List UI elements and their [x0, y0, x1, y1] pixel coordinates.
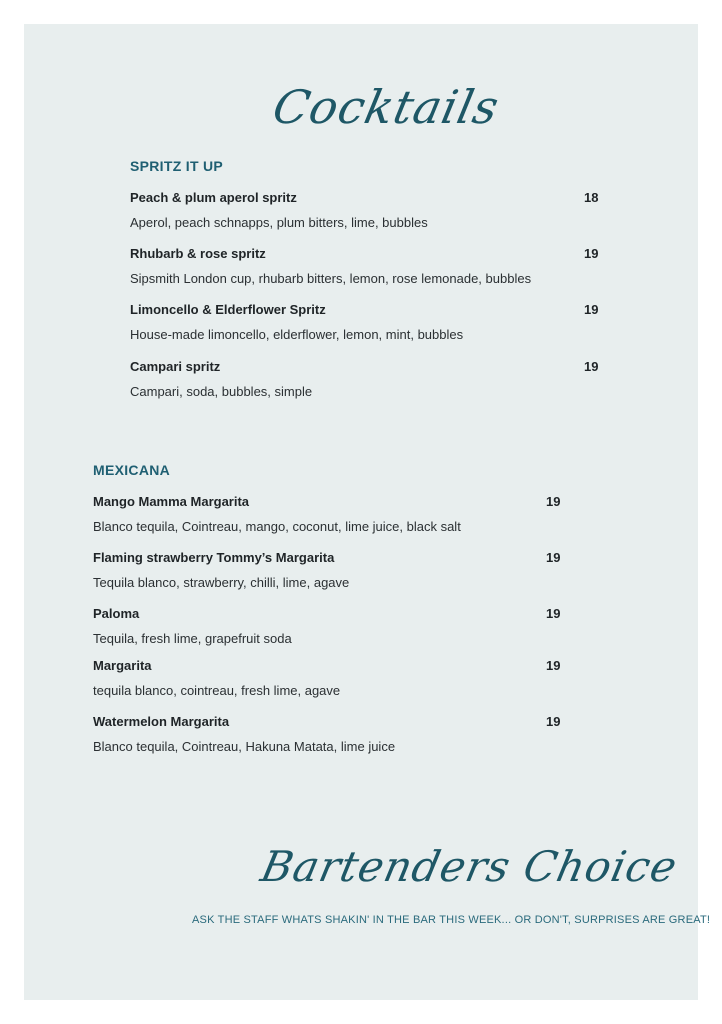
item-description: Tequila blanco, strawberry, chilli, lime, agave	[93, 575, 350, 590]
item-price: 19	[584, 246, 599, 261]
item-price: 19	[546, 714, 561, 729]
item-description: tequila blanco, cointreau, fresh lime, agave	[93, 683, 341, 698]
item-price: 18	[584, 190, 599, 205]
item-description: Tequila, fresh lime, grapefruit soda	[93, 631, 292, 646]
item-price: 19	[584, 359, 599, 374]
item-price: 19	[546, 606, 561, 621]
item-price: 19	[546, 550, 561, 565]
item-price: 19	[546, 494, 561, 509]
item-name: Mango Mamma Margarita	[93, 494, 250, 509]
item-name: Flaming strawberry Tommy’s Margarita	[93, 550, 335, 565]
item-description: Campari, soda, bubbles, simple	[130, 384, 313, 399]
item-price: 19	[546, 658, 561, 673]
item-description: House-made limoncello, elderflower, lemon, mint, bubbles	[130, 327, 464, 342]
bartenders-choice-title: Bartenders Choice	[256, 842, 682, 891]
item-name: Campari spritz	[130, 359, 221, 374]
item-description: Blanco tequila, Cointreau, mango, coconut, lime juice, black salt	[93, 519, 461, 534]
item-name: Limoncello & Elderflower Spritz	[130, 302, 326, 317]
menu-title: Cocktails	[268, 80, 505, 134]
item-name: Rhubarb & rose spritz	[130, 246, 266, 261]
bartenders-choice-tagline: ASK THE STAFF WHATS SHAKIN' IN THE BAR THIS WEEK... OR DON'T, SURPRISES ARE GREAT!	[192, 914, 711, 926]
item-name: Watermelon Margarita	[93, 714, 230, 729]
item-name: Margarita	[93, 658, 152, 673]
item-name: Peach & plum aperol spritz	[130, 190, 297, 205]
item-description: Blanco tequila, Cointreau, Hakuna Matata, lime juice	[93, 739, 396, 754]
item-name: Paloma	[93, 606, 140, 621]
item-description: Aperol, peach schnapps, plum bitters, lime, bubbles	[130, 215, 428, 230]
menu-page	[24, 24, 711, 1000]
section-heading: MEXICANA	[93, 462, 171, 478]
item-price: 19	[584, 302, 599, 317]
item-description: Sipsmith London cup, rhubarb bitters, lemon, rose lemonade, bubbles	[130, 271, 532, 286]
section-heading: SPRITZ IT UP	[130, 158, 224, 174]
